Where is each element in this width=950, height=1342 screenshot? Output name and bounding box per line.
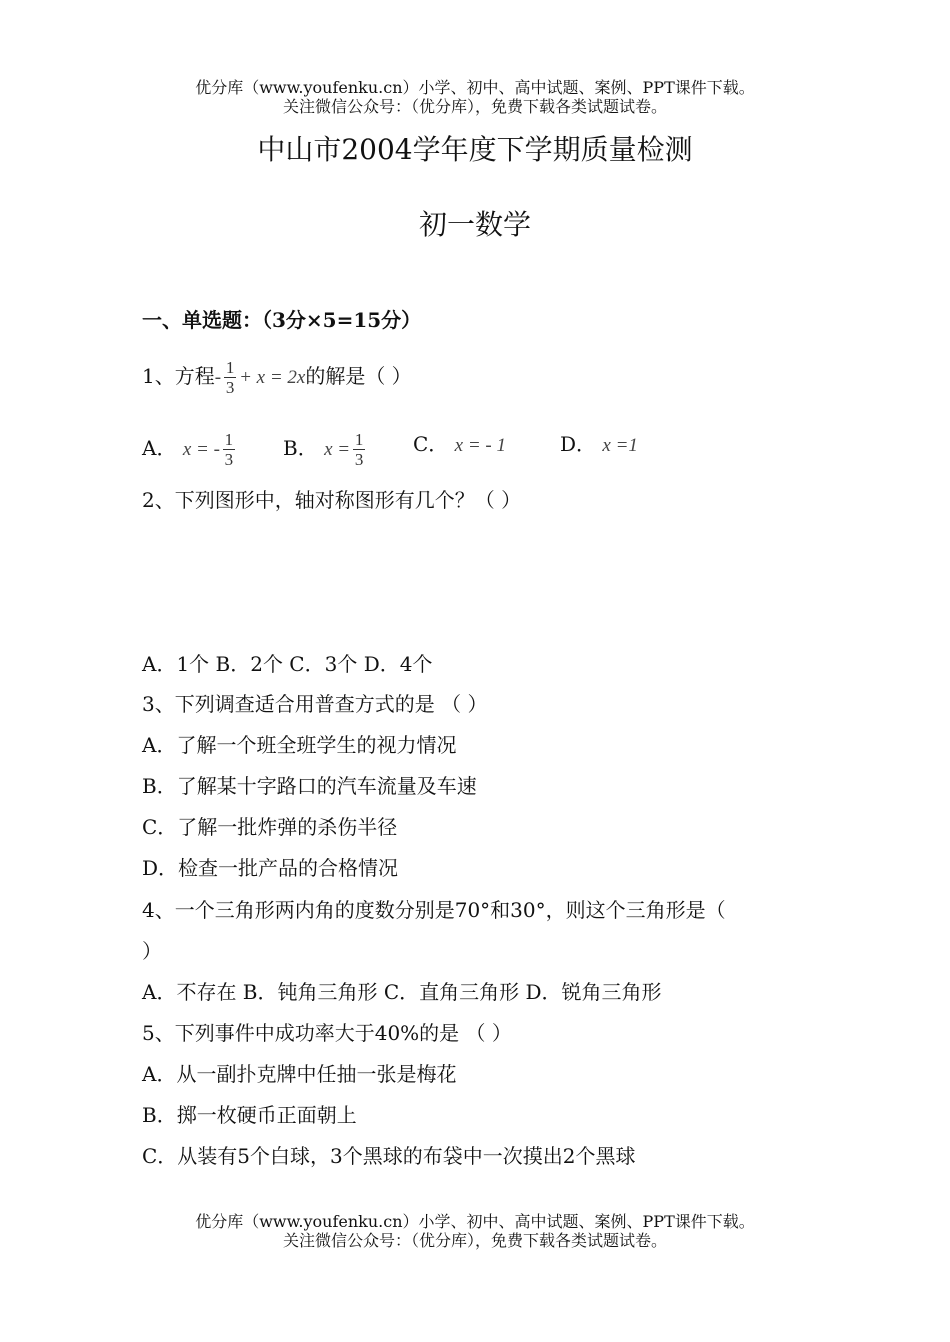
- exam-subtitle: 初一数学: [418, 208, 531, 241]
- section-heading: 一、单选题：（3分×5=15分）: [142, 308, 422, 332]
- question-4-cont: ）: [142, 939, 162, 963]
- question-4: 4、一个三角形两内角的度数分别是70°和30°，则这个三角形是（: [142, 898, 726, 922]
- page-header: [0, 78, 950, 116]
- q1-option-d: [560, 430, 638, 460]
- option-fraction: [223, 430, 235, 469]
- option-label: B．: [283, 436, 318, 460]
- fraction-den: 3: [224, 450, 234, 469]
- option-fraction: [353, 430, 365, 469]
- option-label: C．: [413, 432, 449, 456]
- q1-fraction-num: 1: [225, 358, 235, 377]
- page-footer: [0, 1212, 950, 1250]
- q1-option-a: [142, 430, 238, 469]
- option-label: A．: [142, 436, 177, 460]
- q1-prefix: 1、方程: [142, 364, 215, 388]
- q5-option-c: C．从装有5个白球，3个黑球的布袋中一次摸出2个黑球: [142, 1144, 636, 1168]
- q1-suffix: 的解是（ ）: [305, 364, 412, 388]
- fraction-num: 1: [354, 430, 364, 449]
- exam-title: 中山市2004学年度下学期质量检测: [257, 133, 693, 166]
- q3-option-b: B．了解某十字路口的汽车流量及车速: [142, 774, 477, 798]
- question-2: 2、下列图形中，轴对称图形有几个？（ ）: [142, 488, 522, 512]
- question-1: [142, 358, 412, 397]
- option-lhs: x =: [324, 439, 351, 460]
- q3-option-c: C．了解一批炸弹的杀伤半径: [142, 815, 398, 839]
- header-line-1: 优分库（www.youfenku.cn）小学、初中、高中试题、案例、PPT课件下载。: [195, 78, 755, 97]
- fraction-den: 3: [354, 450, 364, 469]
- q3-option-d: D．检查一批产品的合格情况: [142, 856, 399, 880]
- q2-options: A．1个 B．2个 C．3个 D．4个: [142, 652, 433, 676]
- option-label: D．: [560, 432, 597, 456]
- option-lhs: x = -: [182, 439, 220, 460]
- option-text: x = - 1: [454, 435, 507, 456]
- fraction-num: 1: [224, 430, 234, 449]
- footer-line-1: 优分库（www.youfenku.cn）小学、初中、高中试题、案例、PPT课件下载。: [195, 1212, 755, 1231]
- q4-options: A．不存在 B．钝角三角形 C．直角三角形 D．锐角三角形: [142, 980, 662, 1004]
- q1-option-b: [283, 430, 368, 469]
- q1-fraction-den: 3: [225, 378, 235, 397]
- question-5: 5、下列事件中成功率大于40%的是 （ ）: [142, 1021, 512, 1045]
- q3-option-a: A．了解一个班全班学生的视力情况: [142, 733, 457, 757]
- q1-option-c: [413, 430, 506, 460]
- q5-option-b: B．掷一枚硬币正面朝上: [142, 1103, 357, 1127]
- q1-expression: + x = 2x: [239, 367, 306, 388]
- q5-option-a: A．从一副扑克牌中任抽一张是梅花: [142, 1062, 457, 1086]
- q1-fraction: [224, 358, 236, 397]
- option-text: x =1: [602, 435, 638, 456]
- question-3: 3、下列调查适合用普查方式的是 （ ）: [142, 692, 488, 716]
- q1-minus: -: [214, 367, 222, 388]
- footer-line-2: 关注微信公众号：（优分库），免费下载各类试题试卷。: [282, 1231, 667, 1250]
- header-line-2: 关注微信公众号：（优分库），免费下载各类试题试卷。: [282, 97, 667, 116]
